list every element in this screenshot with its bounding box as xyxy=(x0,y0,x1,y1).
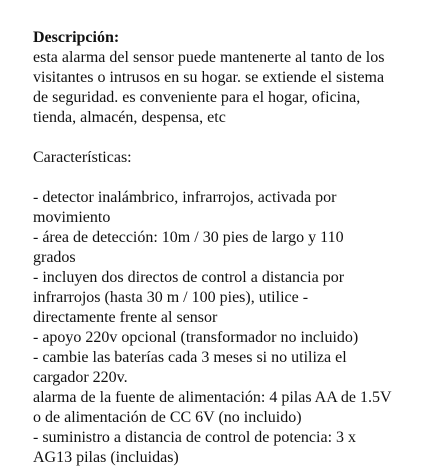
description-line: tienda, almacén, despensa, etc xyxy=(33,109,226,126)
feature-line: - detector inalámbrico, infrarrojos, activada por xyxy=(33,189,337,206)
feature-line: - área de detección: 10m / 30 pies de largo y 110 xyxy=(33,229,344,246)
description-line: visitantes o intrusos en su hogar. se extiende el sistema xyxy=(33,69,385,86)
product-description xyxy=(33,28,433,468)
feature-line: - suministro a distancia de control de potencia: 3 x xyxy=(33,429,357,446)
feature-line: grados xyxy=(33,249,76,266)
description-heading: Descripción: xyxy=(33,29,120,46)
feature-line: movimiento xyxy=(33,209,111,226)
feature-line: - apoyo 220v opcional (transformador no incluido) xyxy=(33,329,359,346)
feature-line: cargador 220v. xyxy=(33,369,128,386)
feature-line: - incluyen dos directos de control a distancia por xyxy=(33,269,345,286)
features-section xyxy=(33,148,433,168)
feature-line: o de alimentación de CC 6V (no incluido) xyxy=(33,409,302,426)
section-spacer xyxy=(33,168,433,188)
section-spacer xyxy=(33,128,433,148)
features-list xyxy=(33,188,433,468)
feature-line: alarma de la fuente de alimentación: 4 pilas AA de 1.5V xyxy=(33,389,392,406)
description-section xyxy=(33,28,433,128)
feature-line: directamente frente al sensor xyxy=(33,309,218,326)
feature-line: infrarrojos (hasta 30 m / 100 pies), utilice - xyxy=(33,289,309,306)
features-heading: Características: xyxy=(33,149,132,166)
description-line: esta alarma del sensor puede mantenerte al tanto de los xyxy=(33,49,385,66)
feature-line: AG13 pilas (incluidas) xyxy=(33,449,179,466)
description-line: de seguridad. es conveniente para el hogar, oficina, xyxy=(33,89,361,106)
feature-line: - cambie las baterías cada 3 meses si no utiliza el xyxy=(33,349,347,366)
